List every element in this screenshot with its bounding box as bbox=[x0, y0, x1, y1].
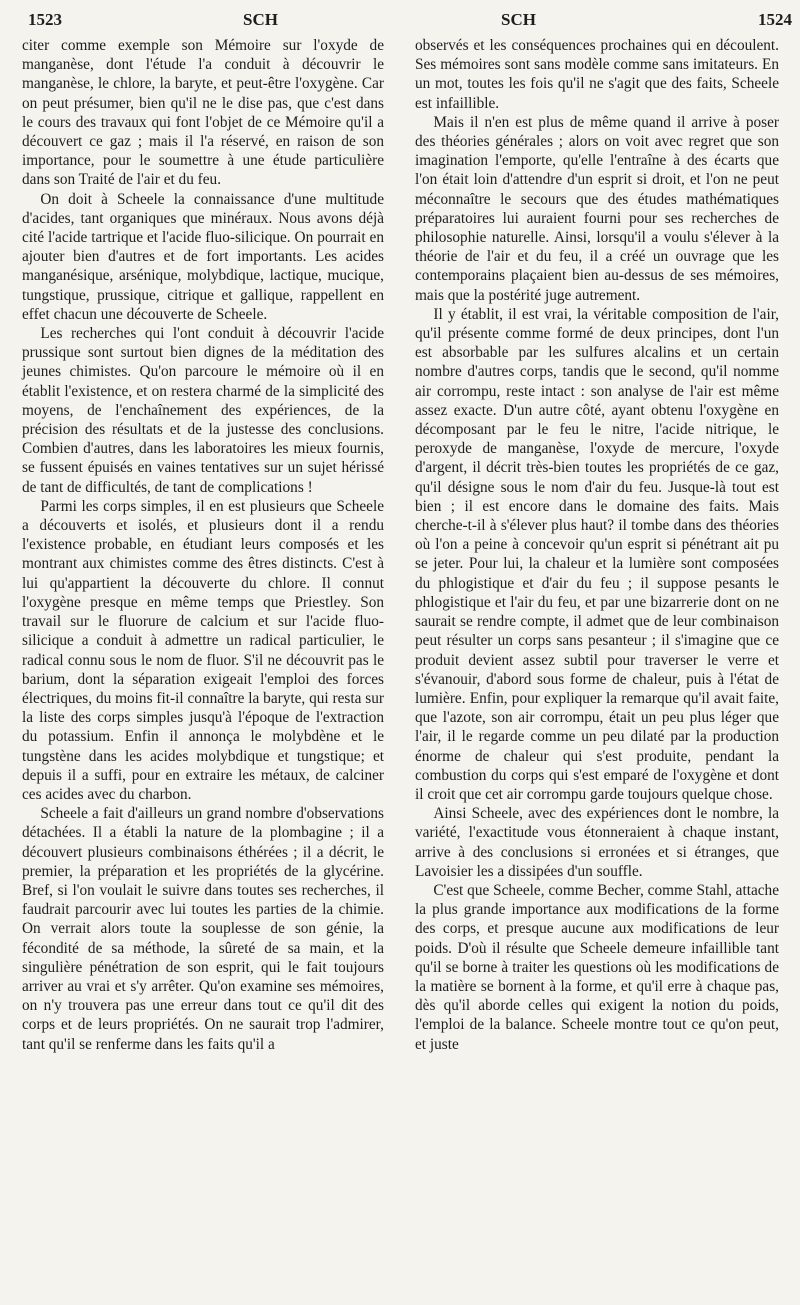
right-column bbox=[415, 36, 779, 1054]
paragraph: Les recherches qui l'ont conduit à découvrir l'acide prussique sont surtout bien dignes de la méditation des jeunes chimistes. Qu'on parcoure le mémoire où il en établit l'existence, et on restera charmé de la simplicité des moyens, de l'enchaînement des expériences, de la précision des résultats et de la justesse des conclusions. Combien d'autres, dans les laboratoires les mieux fournis, se fussent épuisés en vaines tentatives sur un sujet hérissé de tant de difficultés, de tant de complications ! bbox=[22, 325, 384, 496]
paragraph: Il y établit, il est vrai, la véritable composition de l'air, qu'il présente comme formé de deux principes, dont l'un est absorbable par les sulfures alcalins et un certain nombre d'autres corps, tandis que le second, qu'il nomme air corrompu, reste intact : son analyse de l'air est même assez exacte. D'un autre côté, ayant obtenu l'oxygène en décomposant par le feu le nitre, l'acide nitrique, le peroxyde de manganèse, l'oxyde de mercure, l'oxyde d'argent, il décrit très-bien toutes les propriétés de ce gaz, qu'il désigne sous le nom d'air du feu. Jusque-là tout est bien ; il est encore dans le domaine des faits. Mais cherche-t-il à s'élever plus haut? il tombe dans des théories où l'on a peine à concevoir qu'un esprit si pénétrant ait pu se jeter. Pour lui, la chaleur et la lumière sont composées du phlogistique et d'air du feu ; il suppose pesants le phlogistique et l'air du feu, et par une bizarrerie dont on ne saurait se rendre compte, il admet que de leur combinaison peut résulter un corps sans pesanteur ; il s'imagine que ce produit devient assez subtil pour traverser le verre et s'évanouir, d'abord sous forme de chaleur, puis à l'état de lumière. Enfin, pour expliquer la remarque qu'il avait faite, que l'azote, son air corrompu, était un peu plus léger que l'air, il le regarde comme un peu dilaté par la production énorme de chaleur qui s'est produite, pendant la combustion du corps qui s'est emparé de l'oxygène et dont il croit que cet air corrompu garde toujours quelque chose. bbox=[415, 305, 779, 803]
paragraph: Scheele a fait d'ailleurs un grand nombre d'observations détachées. Il a établi la nature de la plombagine ; il a découvert plusieurs combinaisons éthérées ; il a décrit, le premier, la préparation et les propriétés de la glycérine. Bref, si l'on voulait le suivre dans toutes ses recherches, il faudrait parcourir avec lui toutes les parties de la chimie. On verrait alors toute la souplesse de son génie, la fécondité de sa méthode, la sûreté de sa main, et la singulière pénétration de son esprit, qui le fait toujours arriver au vrai et s'y arrêter. Qu'on examine ses mémoires, on n'y trouvera pas une erreur dans tout ce qu'il dit des corps et de leurs propriétés. On ne saurait trop l'admirer, tant qu'il se renferme dans les faits qu'il a bbox=[22, 805, 384, 1053]
paragraph: Ainsi Scheele, avec des expériences dont le nombre, la variété, l'exactitude vous étonneraient à chaque instant, arrive à des conclusions si erronées et si étranges, que Lavoisier les a dissipées d'un souffle. bbox=[415, 805, 779, 880]
paragraph: Mais il n'en est plus de même quand il arrive à poser des théories générales ; alors on voit avec regret que son imagination l'emporte, qu'elle l'entraîne à des écarts que l'on était loin d'attendre d'un esprit si droit, et l'on ne peut méconnaître le secours que des études mathématiques préparatoires lui auraient fourni pour ses recherches de philosophie naturelle. Ainsi, lorsqu'il a voulu s'élever à la théorie de l'air et du feu, il a créé un ouvrage que les contemporains plaçaient bien au-dessus de ses mémoires, mais que la postérité juge autrement. bbox=[415, 113, 779, 304]
paragraph: On doit à Scheele la connaissance d'une multitude d'acides, tant organiques que minéraux. Nous avons déjà cité l'acide tartrique et l'acide fluo-silicique. On pourrait en ajouter bien d'autres et de fort importants. Les acides manganésique, arsénique, molybdique, lactique, mucique, tungstique, prussique, citrique et gallique, rappellent en effet chacun une découverte de Scheele. bbox=[22, 190, 384, 323]
paragraph: citer comme exemple son Mémoire sur l'oxyde de manganèse, dont l'étude l'a conduit à découvrir le manganèse, le chlore, la baryte, et peut-être l'oxygène. Car on peut présumer, bien qu'il ne le dise pas, que c'est dans le cours des travaux qui font l'objet de ce Mémoire qu'il a découvert ce gaz ; mais il l'a réservé, en raison de son importance, pour le soumettre à une étude particulière dans son Traité de l'air et du feu. bbox=[22, 37, 384, 189]
paragraph: observés et les conséquences prochaines qui en découlent. Ses mémoires sont sans modèle comme sans imitateurs. En un mot, toutes les fois qu'il ne s'agit que des faits, Scheele est infaillible. bbox=[415, 37, 779, 112]
paragraph: C'est que Scheele, comme Becher, comme Stahl, attache la plus grande importance aux modifications de la forme des corps, et presque aucune aux modifications de leur poids. D'où il résulte que Scheele demeure infaillible tant qu'il se borne à traiter les questions où les modifications de la matière se bornent à la forme, et qu'il erre à chaque pas, dès qu'il aborde celles qui exigent la notion du poids, l'emploi de la balance. Scheele montre tout ce qu'on peut, et juste bbox=[415, 881, 779, 1053]
page-number-left: 1523 bbox=[28, 10, 62, 29]
left-column bbox=[22, 36, 384, 1054]
paragraph: Parmi les corps simples, il en est plusieurs que Scheele a découverts et isolés, et plusieurs dont il a rendu l'existence probable, en étudiant leurs composés et les montrant aux chimistes comme des êtres distincts. C'est à lui qu'appartient la découverte du chlore. Il connut l'oxygène presque en même temps que Priestley. Son travail sur le fluorure de calcium et sur l'acide fluo-silicique a conduit à admettre un radical particulier, le radical connu sous le nom de fluor. S'il ne découvrit pas le barium, dont la séparation exigeait l'emploi des forces électriques, du moins fit-il connaître la baryte, qui resta sur la liste des corps simples jusqu'à l'époque de l'extraction du potassium. Enfin il annonça le molybdène et le tungstène dans les acides molybdique et tungstique; et depuis il a suffi, pour en extraire les métaux, de calciner ces acides avec du charbon. bbox=[22, 497, 384, 803]
page-number-right: 1524 bbox=[758, 10, 792, 29]
running-head-left: SCH bbox=[243, 10, 278, 29]
page-header bbox=[0, 6, 800, 34]
running-head-right: SCH bbox=[501, 10, 536, 29]
